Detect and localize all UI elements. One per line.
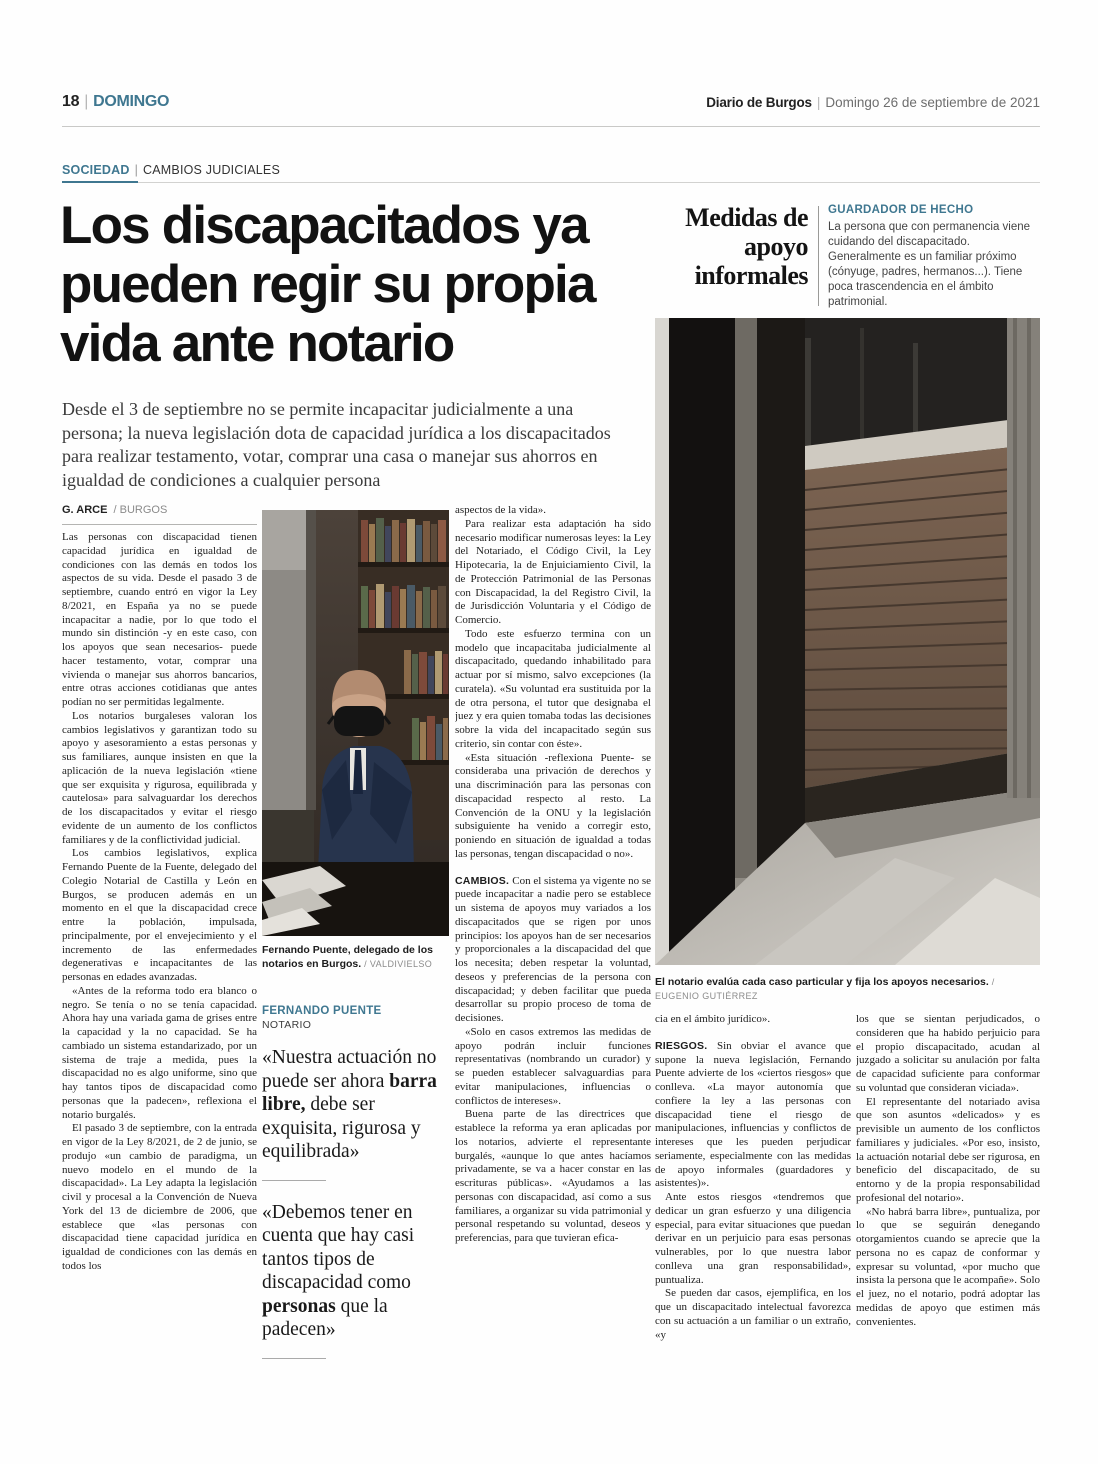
edition-date: Domingo 26 de septiembre de 2021 [825, 95, 1040, 110]
kicker-accent-bar [62, 181, 138, 183]
masthead-right [706, 95, 1040, 110]
article-paragraph: Todo este esfuerzo termina con un modelo que incapacitaba judicialmente al discapacitado, quedando inhabilitado para actuar por sí mismo, salvo excepciones (la curatela). «Su voluntad era sustituida por la de otra persona, el tutor que designaba el juez y era quien tomaba todas las decisiones sobre la vida del incapacitado según sus criterio, sin contar con éste». [455, 627, 651, 750]
article-paragraph: aspectos de la vida». [455, 504, 547, 516]
photo-caption-portrait [262, 943, 449, 971]
main-headline [60, 196, 660, 373]
article-paragraph: El representante del notariado avisa que son asuntos «delicados» y es previsible un aumento de los conflictos familiares y judiciales. «Por eso, insisto, la actuación notarial debe ser rigurosa, en beneficio del discapacitado, de su entorno y de la propia responsabilidad profesional del notario». [856, 1095, 1040, 1204]
pullquote-role: NOTARIO [262, 1019, 312, 1031]
article-paragraph: Los cambios legislativos, explica Fernando Puente de la Fuente, delegado del Colegio Notarial de Castilla y León en Burgos, se producen además en un momento en el que la discapacidad crece entre la población, impulsada, principalmente, por el envejecimiento y el incremento de las enfermedades degenerativas e incapacitantes de las personas en edades avanzadas. [62, 847, 257, 983]
pullquote-speaker: FERNANDO PUENTE [262, 1005, 382, 1017]
kicker-divider: | [134, 163, 139, 177]
sidebar-title-line-2: apoyo [744, 232, 808, 261]
photo-street-notary [655, 318, 1040, 965]
article-paragraph: Los notarios burgaleses valoran los cambios legislativos y garantizan todo su apoyo y asesoramiento a estas personas y sus familiares, aunque insisten en que la aplicación de la nueva legislación «tiene que ser exquisita y rigurosa, equilibrada y cautelosa» para salvaguardar los derechos de los discapacitados y evitar el riesgo evidente de un aumento de los conflictos familiares y de la conflictividad judicial. [62, 709, 257, 846]
article-paragraph: «Antes de la reforma todo era blanco o negro. Se tenía o no se tenía capacidad. Ahora hay una variada gama de grises entre la capacidad y la no capacidad. Se ha cambiado un sistema estandarizado, por un sistema de traje a medida, pues la discapacidad no es algo uniforme, sino que hay tantos tipos de discapacidad como personas que la padecen», reflexiona el notario burgalés. [62, 984, 257, 1121]
quote-text: «Debemos tener en cuenta que hay casi tantos tipos de discapacidad como [262, 1201, 415, 1293]
headline-line-1: Los discapacitados ya [60, 196, 588, 255]
article-paragraph: Las personas con discapacidad tienen capacidad jurídica en igualdad de condiciones con las demás en todos los aspectos de su vida. Desde el pasado 3 de septiembre, cuando entró en vigor la Ley 8/2021, en España ya no se puede incapacitar a nadie, por lo que todo el mundo sin distinción -y en este caso, con los apoyos que sean necesarios- puede hacer testamento, votar, comprar una vivienda o manejar sus ahorros bancarios, entre otras acciones cotidianas que antes podían no ser permitidas legalmente. [62, 531, 257, 708]
sidebar-title-line-3: informales [694, 261, 808, 290]
byline-location: / BURGOS [113, 504, 168, 516]
masthead-separator: | [84, 93, 89, 110]
photo-credit-street: / EUGENIO GUTIÉRREZ [655, 977, 995, 1001]
quote-text: que la padecen» [262, 1295, 388, 1340]
pullquote-1 [262, 1046, 454, 1164]
article-paragraph: RIESGOS. Sin obviar el avance que supone la nueva legislación, Fernando Puente advierte de los «ciertos riesgos» que conlleva. «La mayor autonomía que confiere la ley a las personas con discapacidad tiene el riesgo de manipulaciones, influencias y conflictos de intereses que les pueden perjudicar seriamente, especialmente con las medidas de apoyo informales (guardadores y asistentes)». [655, 1039, 851, 1190]
caption-text-street: El notario evalúa cada caso particular y fija los apoyos necesarios. [655, 976, 989, 988]
photo-fernando-puente [262, 510, 449, 936]
photo-credit: / VALDIVIELSO [364, 959, 433, 969]
pullquote-2 [262, 1201, 454, 1342]
article-paragraph: «Solo en casos extremos las medidas de apoyo podrán incluir funciones representativas (nombrando un curador) y se pueden establecer salvaguardias para evitar manipulaciones, influencias o conflictos de intereses». [455, 1025, 651, 1107]
article-paragraph: Buena parte de las directrices que establece la reforma ya eran aplicadas por los notarios, advierte el representante burgalés, «aunque lo que antes hacíamos privadamente, se va a hacer constar en las escrituras públicas». «Ayudamos a las personas con discapacidad, así como a sus familiares, a organizar su vida patrimonial y personal respetando su voluntad, deseos y preferencias, para que tuvieran efica- [455, 1108, 651, 1244]
pullquote-rule-2 [262, 1358, 326, 1359]
section-kicker [62, 163, 280, 177]
article-paragraph: CAMBIOS. Con el sistema ya vigente no se puede incapacitar a nadie pero se establece un sistema de apoyos muy variados a los discapacitados que se rigen por unos principios: los apoyos han de ser necesarios y proporcionales a la discapacidad del que los necesita; deben respetar la voluntad, deseos y preferencias de la persona con discapacidad; y deben facilitar que pueda desarrollar su propio proceso de toma de decisiones. [455, 874, 651, 1024]
masthead-left [62, 93, 169, 111]
article-paragraph: «Esta situación -reflexiona Puente- se consideraba una privación de derechos y una discriminación para las personas con discapacidad respecto al resto. La Convención de la ONU y la legislación subsiguiente ha venido a corregir esto, poniendo en situación de igualdad a todas las personas, tengan discapacidad o no». [455, 751, 651, 860]
article-paragraph: cia en el ámbito jurídico». [655, 1013, 771, 1025]
kicker-topic: CAMBIOS JUDICIALES [143, 163, 281, 177]
paper-name: Diario de Burgos [706, 95, 812, 110]
masthead-rule [62, 126, 1040, 127]
sidebar-definition: La persona que con permanencia viene cuidando del discapacitado. Generalmente es un familiar próximo (cónyuge, padres, hermanos...). Tiene poca trascendencia en el ámbito patrimonial. [828, 221, 1031, 308]
quote-emphasis: barra libre, [262, 1070, 437, 1115]
day-label: DOMINGO [93, 93, 170, 110]
article-paragraph: Se pueden dar casos, ejemplifica, en los que un discapacitado intelectual favorezca con su actuación a un familiar o un extraño, «y [655, 1287, 851, 1341]
pullquote-block [262, 1005, 454, 1359]
kicker-rule [62, 182, 1040, 183]
article-column-5 [856, 1013, 1040, 1417]
article-paragraph: «No habrá barra libre», puntualiza, por lo que se seguirán denegando otorgamientos cuando se aprecie que la persona no es capaz de conformar y expresar su voluntad, «por mucho que insista la persona que le acompañe». Solo el juez, no el notario, podrá adoptar las medidas de apoyo que estimen más convenientes. [856, 1205, 1040, 1328]
byline-author: G. ARCE [62, 504, 108, 516]
masthead-separator-2: | [816, 95, 821, 110]
sidebar-title-line-1: Medidas de [685, 203, 808, 232]
article-column-1 [62, 531, 257, 1379]
paragraph-lead: CAMBIOS. [455, 874, 513, 887]
headline-line-2: pueden regir su propia [60, 255, 595, 314]
article-paragraph: Ante estos riesgos «tendremos que dedicar un gran esfuerzo y una diligencia especial, para evitar situaciones que puedan derivar en un perjuicio para esas personas vulnerables, por lo que nuestra labor conlleva una gran responsabilidad», puntualiza. [655, 1191, 851, 1286]
section-label: SOCIEDAD [62, 163, 130, 177]
quote-text: «Nuestra actuación no puede ser ahora [262, 1047, 437, 1092]
caption-text: Fernando Puente, delegado de los notarios en Burgos. [262, 944, 433, 970]
paragraph-lead: RIESGOS. [655, 1039, 717, 1052]
article-paragraph: los que se sientan perjudicados, o consideren que ha habido perjuicio para el propio discapacitado, acudan al juzgado a solicitar su anulación por falta de capacidad suficiente para conformar su voluntad que consideran viciada». [856, 1013, 1040, 1094]
deck-standfirst: Desde el 3 de septiembre no se permite incapacitar judicialmente a una persona; la nueva legislación dota de capacidad jurídica a los discapacitados para realizar testamento, votar, comprar una casa o manejar sus ahorros en igualdad de condiciones a cualquier persona [62, 399, 611, 490]
article-paragraph: El pasado 3 de septiembre, con la entrada en vigor de la Ley 8/2021, de 2 de junio, se produjo «un cambio de paradigma, un nuevo modelo en el mundo de la discapacidad». La Ley adapta la legislación civil y procesal a la Convención de Nueva York del 13 de diciembre de 2006, que establece que «las personas con discapacidad tiene capacidad jurídica en igualdad de condiciones con las demás en todos los [62, 1122, 257, 1272]
article-paragraph: Para realizar esta adaptación ha sido necesario modificar numerosas leyes: la Ley del Notariado, el Código Civil, la Ley Hipotecaria, la de Enjuiciamiento Civil, la de Protección Patrimonial de las Personas con Discapacidad, la del Registro Civil, la de Jurisdicción Voluntaria y el Código de Comercio. [455, 517, 651, 626]
sidebar-title [648, 203, 808, 290]
photo-caption-street [655, 975, 1040, 1003]
quote-emphasis: personas [262, 1295, 336, 1317]
sidebar-definition-box [828, 204, 1040, 310]
byline-rule [62, 524, 257, 525]
headline-line-3: vida ante notario [60, 314, 454, 373]
sidebar-divider [818, 206, 819, 306]
page-number: 18 [62, 93, 80, 110]
quote-text: debe ser exquisita, rigurosa y equilibrada» [262, 1094, 421, 1162]
article-column-3 [455, 504, 651, 1416]
sidebar-term: GUARDADOR DE HECHO [828, 204, 974, 216]
byline [62, 504, 167, 516]
pullquote-rule-1 [262, 1180, 326, 1181]
article-column-4 [655, 1013, 851, 1417]
